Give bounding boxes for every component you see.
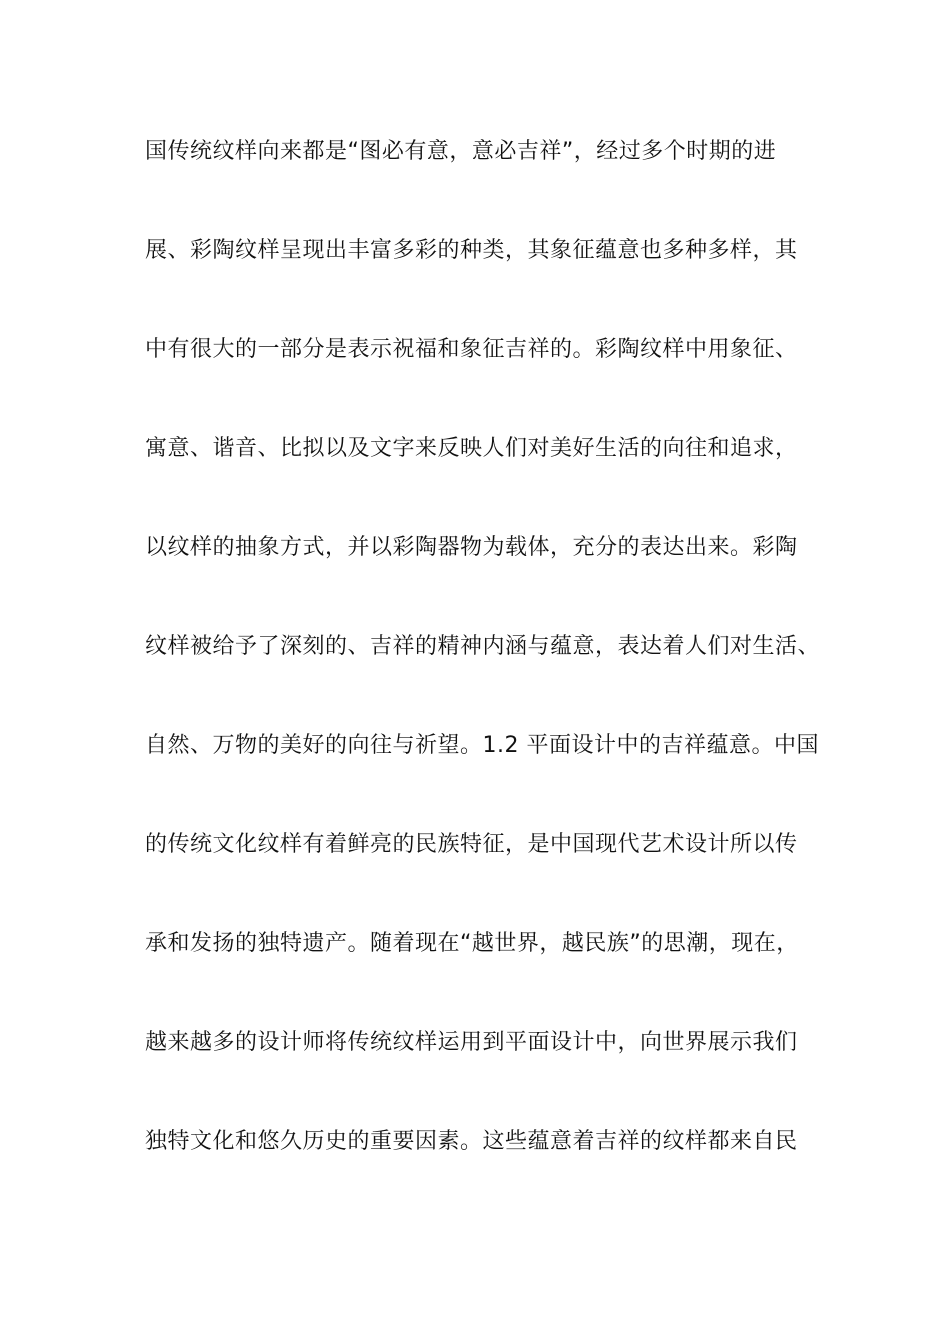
text-line: 自然、万物的美好的向往与祈望。1.2 平面设计中的吉祥蕴意。中国 [145,733,819,758]
text-line: 展、彩陶纹样呈现出丰富多彩的种类，其象征蕴意也多种多样，其 [145,238,798,263]
text-line: 纹样被给予了深刻的、吉祥的精神内涵与蕴意，表达着人们对生活、 [145,634,821,659]
text-line: 寓意、谐音、比拟以及文字来反映人们对美好生活的向往和追求， [145,436,798,461]
text-line: 以纹样的抽象方式，并以彩陶器物为载体，充分的表达出来。彩陶 [145,535,798,560]
text-line: 独特文化和悠久历史的重要因素。这些蕴意着吉祥的纹样都来自民 [145,1129,798,1154]
text-line: 国传统纹样向来都是“图必有意，意必吉祥”，经过多个时期的进 [145,139,777,164]
text-line: 中有很大的一部分是表示祝福和象征吉祥的。彩陶纹样中用象征、 [145,337,798,362]
text-line: 越来越多的设计师将传统纹样运用到平面设计中，向世界展示我们 [145,1030,798,1055]
text-line: 的传统文化纹样有着鲜亮的民族特征，是中国现代艺术设计所以传 [145,832,798,857]
text-line: 承和发扬的独特遗产。随着现在“越世界，越民族”的思潮，现在， [145,931,799,956]
document-body [145,132,845,1221]
